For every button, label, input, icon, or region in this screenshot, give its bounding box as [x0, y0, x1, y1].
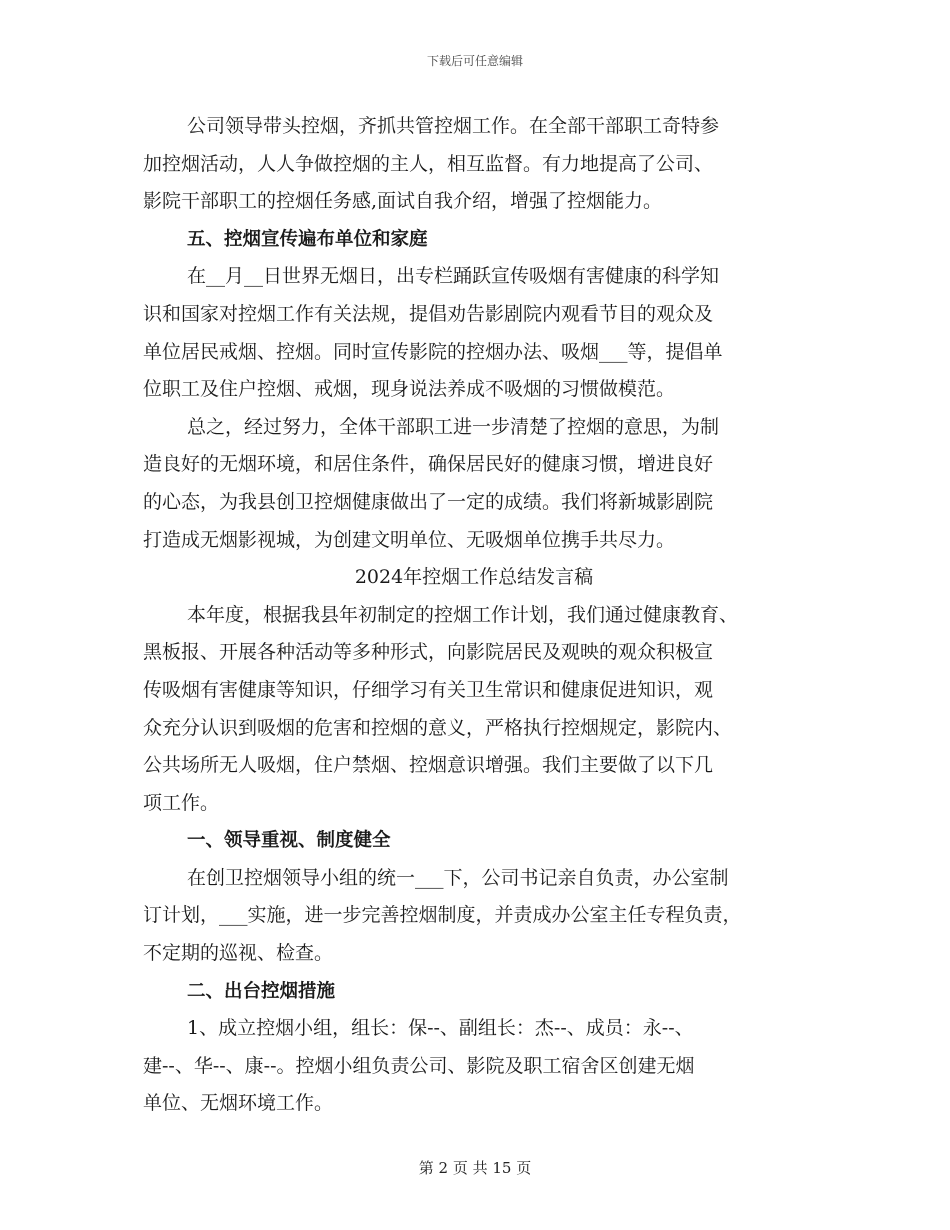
paragraph-line: 加控烟活动，人人争做控烟的主人，相互监督。有力地提高了公司、 — [143, 152, 714, 175]
document-body — [143, 108, 805, 1123]
paragraph-line: 黑板报、开展各种活动等多种形式，向影院居民及观映的观众积极宣 — [143, 641, 714, 664]
paragraph-line: 在创卫控烟领导小组的统一___下，公司书记亲自负责，办公室制 — [187, 866, 729, 889]
paragraph-line: 单位、无烟环境工作。 — [143, 1092, 334, 1115]
paragraph-line: 公共场所无人吸烟，住户禁烟、控烟意识增强。我们主要做了以下几 — [143, 754, 714, 777]
section-heading: 二、出台控烟措施 — [187, 980, 336, 1002]
document-title: 2024年控烟工作总结发言稿 — [354, 566, 594, 589]
paragraph-line: 订计划，___实施，进一步完善控烟制度，并责成办公室主任专程负责， — [143, 904, 742, 927]
paragraph-line: 影院干部职工的控烟任务感,面试自我介绍，增强了控烟能力。 — [143, 190, 663, 213]
paragraph-line: 造良好的无烟环境，和居住条件，确保居民好的健康习惯，增进良好 — [143, 453, 714, 476]
paragraph-line: 建--、华--、康--。控烟小组负责公司、影院及职工宿舍区创建无烟 — [143, 1054, 695, 1077]
paragraph-line: 传吸烟有害健康等知识，仔细学习有关卫生常识和健康促进知识，观 — [143, 678, 714, 701]
paragraph-line: 本年度，根据我县年初制定的控烟工作计划，我们通过健康教育、 — [187, 603, 739, 626]
paragraph-line: 总之，经过努力，全体干部职工进一步清楚了控烟的意思，为制 — [187, 415, 720, 438]
paragraph-line: 的心态，为我县创卫控烟健康做出了一定的成绩。我们将新城影剧院 — [143, 490, 714, 513]
paragraph-line: 单位居民戒烟、控烟。同时宣传影院的控烟办法、吸烟___等，提倡单 — [143, 340, 723, 363]
paragraph-line: 项工作。 — [143, 791, 220, 814]
paragraph-line: 在__月__日世界无烟日，出专栏踊跃宣传吸烟有害健康的科学知 — [187, 265, 720, 288]
page-header: 下载后可任意编辑 — [426, 54, 523, 68]
paragraph-line: 位职工及住户控烟、戒烟，现身说法养成不吸烟的习惯做模范。 — [143, 378, 676, 401]
paragraph-line: 打造成无烟影视城，为创建文明单位、无吸烟单位携手共尽力。 — [143, 528, 676, 551]
paragraph-line: 识和国家对控烟工作有关法规，提倡劝告影剧院内观看节目的观众及 — [143, 302, 714, 325]
paragraph-line: 不定期的巡视、检查。 — [143, 942, 334, 965]
paragraph-line: 1、成立控烟小组，组长：保--、副组长：杰--、成员：永--、 — [187, 1017, 694, 1040]
section-heading: 五、控烟宣传遍布单位和家庭 — [187, 228, 428, 250]
paragraph-line: 众充分认识到吸烟的危害和控烟的意义，严格执行控烟规定，影院内、 — [143, 716, 733, 739]
paragraph-line: 公司领导带头控烟，齐抓共管控烟工作。在全部干部职工奇特参 — [187, 115, 720, 137]
section-heading: 一、领导重视、制度健全 — [187, 830, 391, 852]
page-number-footer: 第 2 页 共 15 页 — [418, 1159, 532, 1177]
